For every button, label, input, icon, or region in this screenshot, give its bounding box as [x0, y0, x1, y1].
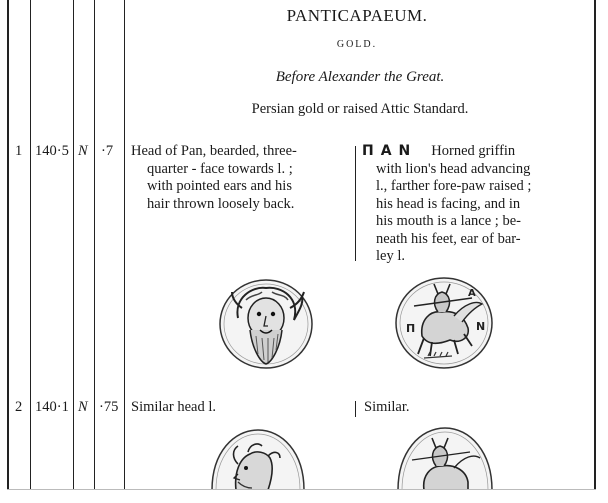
entry-1-weight: 140·5: [35, 143, 69, 159]
reverse-line: l., farther fore-paw raised ;: [376, 178, 532, 194]
entry-2-weight: 140·1: [35, 399, 69, 415]
reverse-line: his head is facing, and in: [376, 195, 521, 212]
entry-1-reverse: [362, 143, 586, 266]
col-rule-size: [124, 0, 125, 490]
standard-heading: Persian gold or raised Attic Standard.: [251, 101, 469, 117]
pan-head-left-coin: [208, 428, 308, 490]
entry-2-reverse: Similar.: [364, 399, 410, 415]
obverse-line: quarter - face towards l. ;: [147, 160, 293, 177]
obverse-line: Head of Pan, bearded, three-: [131, 143, 297, 159]
pan-head-coin: [218, 278, 314, 370]
reverse-line: his mouth is a lance ; be-: [376, 213, 521, 229]
entry-1-divider: [355, 146, 356, 261]
right-border-rule: [594, 0, 596, 490]
entry-2-divider: [355, 401, 356, 417]
reverse-line: with lion's head advancing: [376, 160, 531, 177]
col-rule-metal: [94, 0, 95, 490]
reverse-line: neath his feet, ear of bar-: [376, 230, 521, 247]
obverse-line: hair thrown loosely back.: [147, 195, 295, 212]
metal-heading: GOLD.: [336, 39, 378, 50]
griffin-left-coin: [394, 426, 496, 490]
left-border-rule: [7, 0, 9, 490]
page-title: PANTICAPAEUM.: [286, 6, 428, 25]
svg-text:N: N: [476, 320, 486, 333]
reverse-line: Horned griffin: [431, 143, 516, 159]
entry-2-metal: N: [78, 399, 88, 415]
entry-1-metal: N: [78, 143, 88, 159]
obverse-line: with pointed ears and his: [147, 178, 292, 194]
entry-2-number: 2: [15, 399, 23, 415]
svg-text:Π: Π: [406, 322, 416, 335]
entry-1-number: 1: [15, 143, 23, 159]
griffin-coin: [394, 276, 494, 370]
reverse-legend: ΠAN: [362, 143, 418, 159]
entry-1-size: ·7: [101, 143, 114, 159]
col-rule-number: [30, 0, 31, 490]
bottom-rule: [7, 489, 596, 490]
entry-2-size: ·75: [99, 399, 119, 415]
period-heading: Before Alexander the Great.: [275, 69, 445, 85]
reverse-line: ley l.: [376, 248, 405, 264]
svg-text:A: A: [468, 288, 476, 299]
entry-1-obverse: [131, 143, 351, 213]
entry-2-obverse: Similar head l.: [131, 399, 216, 415]
col-rule-weight: [73, 0, 74, 490]
